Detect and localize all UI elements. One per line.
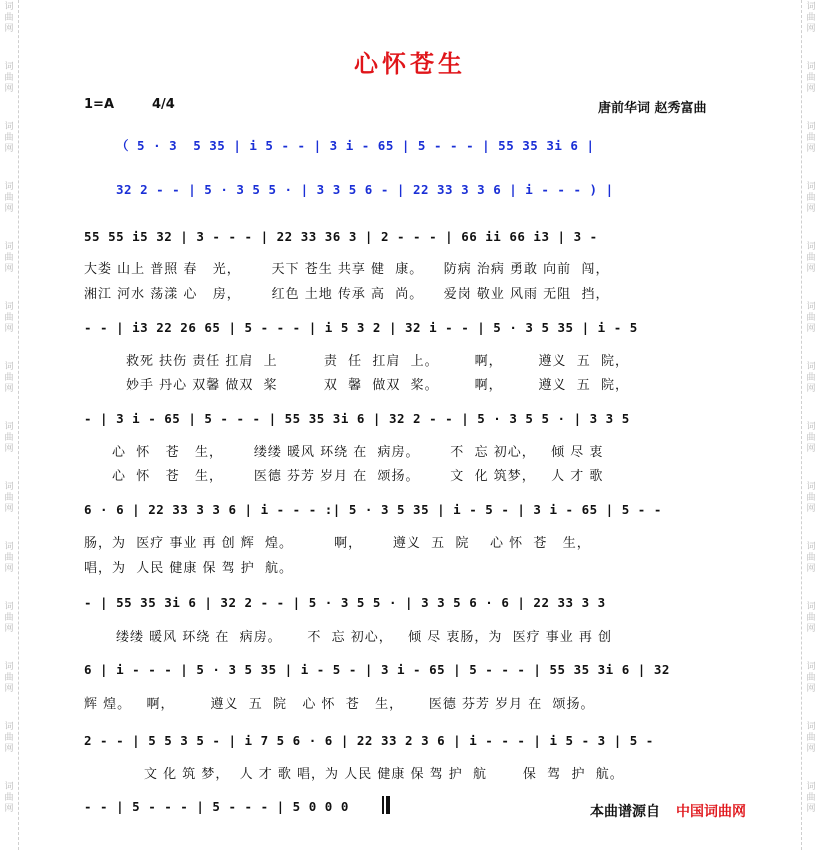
key-signature: 1=A: [84, 97, 114, 112]
left-watermark-strip: [0, 0, 19, 850]
watermark-text: 词 曲 网: [806, 242, 816, 274]
intro-line-2: 32 2 - - | 5 · 3 5 5 · | 3 3 5 6 - | 22 33 3 3 6 | i - - - ) |: [116, 182, 614, 197]
lyric-line-2a: 救死 扶伤 责任 扛肩 上 责 任 扛肩 上。 啊， 遵义 五 院，: [126, 354, 630, 369]
notation-line-3: - | 3 i - 65 | 5 - - - | 55 35 3i 6 | 32 2 - - | 5 · 3 5 5 · | 3 3 5: [84, 411, 630, 426]
lyric-line-1b: 湘江 河水 荡漾 心 房， 红色 土地 传承 高 尚。 爱岗 敬业 风雨 无阻 挡，: [84, 287, 610, 302]
score-title: 心怀苍生: [354, 50, 466, 78]
watermark-text: 词 曲 网: [806, 2, 816, 34]
notation-line-8: - - | 5 - - - | 5 - - - | 5 0 0 0: [84, 799, 349, 814]
watermark-text: 词 曲 网: [806, 422, 816, 454]
lyric-line-6: 辉 煌。 啊， 遵义 五 院 心 怀 苍 生， 医德 芬芳 岁月 在 颂扬。: [84, 697, 595, 712]
source-label: 本曲谱源自: [590, 804, 660, 820]
watermark-text: 词 曲 网: [4, 722, 14, 754]
watermark-text: 词 曲 网: [4, 182, 14, 214]
watermark-text: 词 曲 网: [806, 482, 816, 514]
final-barline-thin: [382, 796, 384, 814]
watermark-text: 词 曲 网: [806, 722, 816, 754]
watermark-text: 词 曲 网: [806, 542, 816, 574]
watermark-text: 词 曲 网: [806, 302, 816, 334]
watermark-text: 词 曲 网: [4, 782, 14, 814]
final-barline-thick: [386, 796, 390, 814]
watermark-text: 词 曲 网: [806, 62, 816, 94]
watermark-text: 词 曲 网: [4, 662, 14, 694]
credits: 唐前华词 赵秀富曲: [598, 101, 707, 116]
watermark-text: 词 曲 网: [806, 662, 816, 694]
notation-line-2: - - | i3 22 26 65 | 5 - - - | i 5 3 2 | 32 i - - | 5 · 3 5 35 | i - 5: [84, 320, 638, 335]
watermark-text: 词 曲 网: [4, 482, 14, 514]
lyric-line-2b: 妙手 丹心 双馨 做双 桨 双 馨 做双 桨。 啊， 遵义 五 院，: [126, 378, 630, 393]
watermark-text: 词 曲 网: [4, 2, 14, 34]
watermark-text: 词 曲 网: [806, 362, 816, 394]
notation-line-6: 6 | i - - - | 5 · 3 5 35 | i - 5 - | 3 i - 65 | 5 - - - | 55 35 3i 6 | 32: [84, 662, 670, 677]
notation-line-4: 6 · 6 | 22 33 3 3 6 | i - - - :| 5 · 3 5 35 | i - 5 - | 3 i - 65 | 5 - -: [84, 502, 662, 517]
time-signature: 4/4: [152, 97, 175, 112]
watermark-text: 词 曲 网: [806, 122, 816, 154]
watermark-text: 词 曲 网: [4, 302, 14, 334]
watermark-text: 词 曲 网: [4, 422, 14, 454]
source-credit: [590, 801, 746, 821]
lyric-line-3b: 心 怀 苍 生， 医德 芬芳 岁月 在 颂扬。 文 化 筑梦， 人 才 歌: [112, 469, 604, 484]
right-watermark-strip: [801, 0, 820, 850]
lyric-line-7: 文 化 筑 梦， 人 才 歌 唱，为 人民 健康 保 驾 护 航 保 驾 护 航。: [144, 767, 624, 782]
watermark-text: 词 曲 网: [806, 602, 816, 634]
watermark-text: 词 曲 网: [4, 242, 14, 274]
watermark-text: 词 曲 网: [806, 782, 816, 814]
lyric-line-5: 缕缕 暖风 环绕 在 病房。 不 忘 初心， 倾 尽 衷肠，为 医疗 事业 再 创: [116, 630, 613, 645]
lyric-line-1a: 大娄 山上 普照 春 光， 天下 苍生 共享 健 康。 防病 治病 勇敢 向前 闯，: [84, 262, 610, 277]
watermark-text: 词 曲 网: [4, 542, 14, 574]
watermark-text: 词 曲 网: [806, 182, 816, 214]
watermark-text: 词 曲 网: [4, 602, 14, 634]
notation-line-1: 55 55 i5 32 | 3 - - - | 22 33 36 3 | 2 - - - | 66 ii 66 i3 | 3 -: [84, 229, 598, 244]
notation-line-7: 2 - - | 5 5 3 5 - | i 7 5 6 · 6 | 22 33 2 3 6 | i - - - | i 5 - 3 | 5 -: [84, 733, 654, 748]
intro-line-1: （ 5 · 3 5 35 | i 5 - - | 3 i - 65 | 5 - - - | 55 35 3i 6 |: [116, 138, 595, 153]
notation-line-5: - | 55 35 3i 6 | 32 2 - - | 5 · 3 5 5 · | 3 3 5 6 · 6 | 22 33 3 3: [84, 595, 606, 610]
watermark-text: 词 曲 网: [4, 62, 14, 94]
watermark-text: 词 曲 网: [4, 122, 14, 154]
watermark-text: 词 曲 网: [4, 362, 14, 394]
lyric-line-3a: 心 怀 苍 生， 缕缕 暖风 环绕 在 病房。 不 忘 初心， 倾 尽 衷: [112, 445, 604, 460]
lyric-line-4a: 肠，为 医疗 事业 再 创 辉 煌。 啊， 遵义 五 院 心 怀 苍 生，: [84, 536, 591, 551]
lyric-line-4b: 唱，为 人民 健康 保 驾 护 航。: [84, 561, 294, 576]
source-site-link[interactable]: 中国词曲网: [676, 804, 746, 820]
